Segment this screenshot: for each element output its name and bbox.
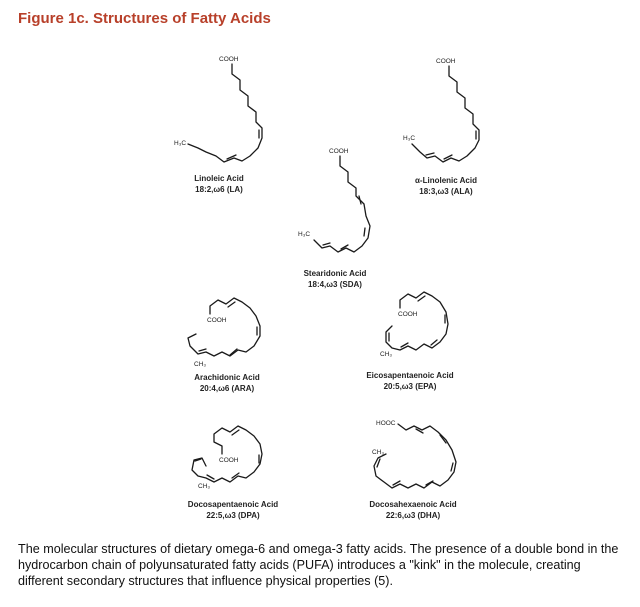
dpa-notation: 22:5,ω3 (DPA) [206, 511, 260, 520]
ara-ch3-label: CH₃ [194, 361, 207, 368]
sda-cooh-label: COOH [329, 148, 349, 155]
ala-notation: 18:3,ω3 (ALA) [419, 187, 473, 196]
alpha-linolenic-acid-structure [403, 58, 479, 196]
dpa-ch3-label: CH₃ [198, 483, 211, 490]
dha-name: Docosahexaenoic Acid [369, 500, 457, 509]
sda-name: Stearidonic Acid [303, 269, 367, 278]
docosapentaenoic-acid-structure [188, 426, 279, 520]
sda-h3c-label: H₃C [298, 231, 311, 238]
la-cooh-label: COOH [219, 56, 239, 63]
stearidonic-acid-structure [298, 148, 370, 289]
ara-name: Arachidonic Acid [194, 373, 260, 382]
epa-notation: 20:5,ω3 (EPA) [383, 382, 437, 391]
epa-name: Eicosapentaenoic Acid [366, 371, 454, 380]
ala-h3c-label: H₃C [403, 135, 416, 142]
sda-notation: 18:4,ω3 (SDA) [308, 280, 362, 289]
epa-cooh-label: COOH [398, 311, 418, 318]
docosahexaenoic-acid-structure [369, 420, 456, 520]
figure-title: Figure 1c. Structures of Fatty Acids [18, 10, 271, 27]
la-h3c-label: H₃C [174, 140, 187, 147]
ara-cooh-label: COOH [207, 317, 227, 324]
dha-hooc-label: HOOC [376, 420, 396, 427]
epa-ch3-label: CH₃ [380, 351, 393, 358]
arachidonic-acid-structure [188, 298, 260, 393]
dpa-cooh-label: COOH [219, 457, 239, 464]
ala-name: α-Linolenic Acid [415, 176, 477, 185]
ara-notation: 20:4,ω6 (ARA) [199, 384, 255, 393]
dha-ch3-label: CH₃ [372, 449, 385, 456]
linoleic-acid-structure [174, 56, 262, 194]
dha-notation: 22:6,ω3 (DHA) [385, 511, 441, 520]
eicosapentaenoic-acid-structure [366, 292, 453, 391]
ala-cooh-label: COOH [436, 58, 456, 65]
dpa-name: Docosapentaenoic Acid [187, 500, 279, 509]
fatty-acid-figure [0, 30, 640, 542]
figure-caption: The molecular structures of dietary omega-6 and omega-3 fatty acids. The presence of a double bond in the hydrocarbon chain of polyunsaturated fatty acids (PUFA) introduces a "kink" in the molecule, creating different secondary structures that influence physical properties (5). [18, 542, 619, 588]
la-name: Linoleic Acid [194, 174, 244, 183]
la-notation: 18:2,ω6 (LA) [195, 185, 243, 194]
